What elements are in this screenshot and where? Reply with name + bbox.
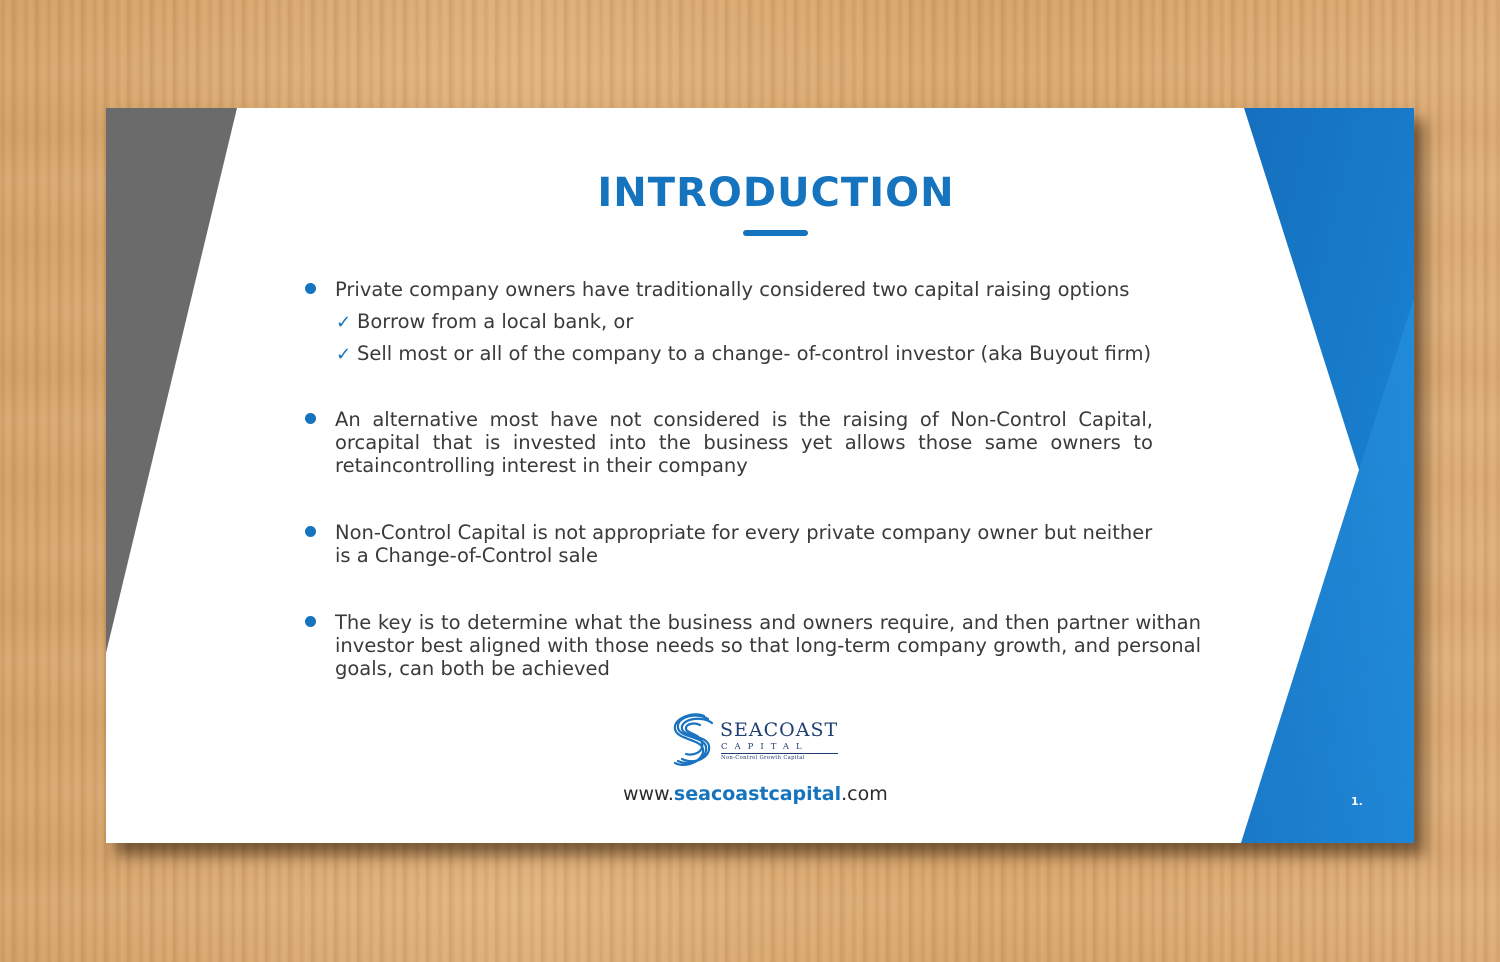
checkmark-icon: ✓ <box>336 312 352 333</box>
bullet-item <box>335 521 1153 567</box>
url-suffix: .com <box>841 783 888 805</box>
bullet-dot <box>305 616 316 627</box>
bullet-dot <box>305 413 316 424</box>
seacoast-logo <box>670 713 840 775</box>
url-prefix: www. <box>623 783 674 805</box>
slide-title: INTRODUCTION <box>597 170 955 216</box>
seacoast-s-icon <box>670 713 718 773</box>
sub-item-text: Sell most or all of the company to a change- of-control investor (aka Buyout firm) <box>357 342 1152 365</box>
bullet-dot <box>305 283 316 294</box>
website-url[interactable] <box>623 783 888 805</box>
bullet-item <box>335 611 1201 680</box>
logo-wordmark: SEACOAST <box>720 719 839 741</box>
sub-item <box>335 342 1255 365</box>
url-domain: seacoastcapital <box>673 783 842 805</box>
page-number: 1. <box>1351 795 1363 808</box>
sub-item-text: Borrow from a local bank, or <box>357 310 634 333</box>
bullet-text: Private company owners have traditionally considered two capital raising options <box>335 278 1130 301</box>
presentation-slide <box>106 108 1414 843</box>
logo-subtitle: CAPITAL <box>721 742 809 752</box>
bullet-text: The key is to determine what the business and owners require, and then partner withan investor best aligned with those needs so that long-term company growth, and personal goals, can both be achieved <box>335 611 1201 680</box>
sub-item <box>335 310 1255 333</box>
logo-tagline: Non-Control Growth Capital <box>721 755 805 761</box>
logo-divider <box>721 753 838 754</box>
bullet-dot <box>305 526 316 537</box>
bullet-item <box>335 278 1255 365</box>
bullet-text: Non-Control Capital is not appropriate for every private company owner but neither is a Change-of-Control sale <box>335 521 1153 567</box>
bullet-item <box>335 408 1153 477</box>
bullet-text: An alternative most have not considered is the raising of Non-Control Capital, orcapital that is invested into the business yet allows those same owners to retaincontrolling interest in their company <box>335 408 1153 477</box>
checkmark-icon: ✓ <box>336 344 352 365</box>
